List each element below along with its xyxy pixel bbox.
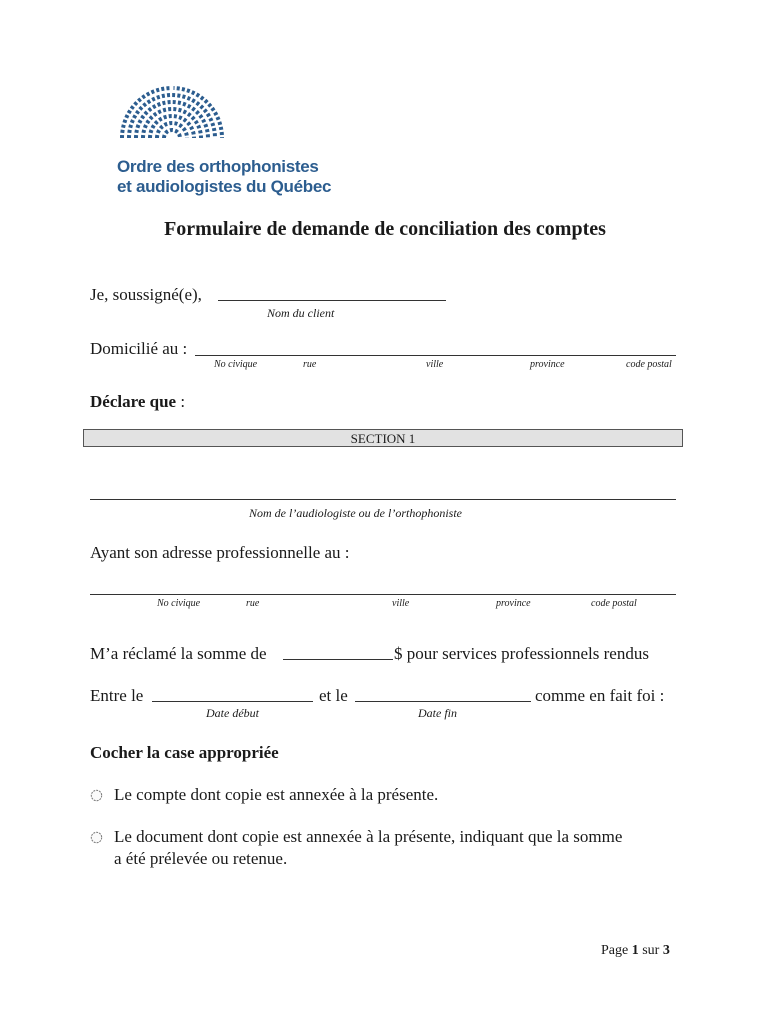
hint-no-civique: No civique [214,359,258,370]
pro-address-field[interactable] [90,594,676,595]
claim-prefix: M’a réclamé la somme de [90,644,267,663]
declare-label: Déclare que [90,392,177,411]
section-label: SECTION 1 [350,431,416,446]
amount-field[interactable] [283,659,393,660]
pro-hint-code-postal: code postal [591,598,637,609]
end-date-hint: Date fin [418,706,457,720]
option1-radio[interactable] [90,789,103,802]
start-date-hint: Date début [206,706,259,720]
page-total: 3 [662,943,670,958]
org-name-line1: Ordre des orthophonistes [117,157,319,176]
domicile-address-field[interactable] [195,355,676,356]
pro-hint-ville: ville [392,598,410,609]
claim-suffix: $ pour services professionnels rendus [394,644,649,663]
pro-address-label: Ayant son adresse professionnelle au : [90,543,350,562]
client-name-hint: Nom du client [267,306,335,320]
pro-hint-no-civique: No civique [157,598,201,609]
undersigned-label: Je, soussigné(e), [90,285,202,304]
option2-label-line2: a été prélevée ou retenue. [114,849,288,868]
between-label: Entre le [90,686,144,705]
org-name-line2: et audiologistes du Québec [117,177,332,196]
section-1-bar [83,429,683,447]
option1-label: Le compte dont copie est annexée à la présente. [114,785,439,804]
domicile-label: Domicilié au : [90,339,188,358]
checkbox-heading: Cocher la case appropriée [90,743,279,762]
page-indicator [601,943,670,959]
client-name-field[interactable] [218,300,446,301]
option2-label-line1: Le document dont copie est annexée à la présente, indiquant que la somme [114,827,623,846]
form-title: Formulaire de demande de conciliation des comptes [164,218,606,240]
pro-hint-province: province [496,598,531,609]
hint-code-postal: code postal [626,359,672,370]
page-current: 1 [631,943,639,958]
hint-ville: ville [426,359,444,370]
of-label: sur [642,943,660,958]
professional-name-hint: Nom de l’audiologiste ou de l’orthophoniste [249,506,462,520]
page-label: Page [601,943,629,958]
and-label: et le [319,686,348,705]
end-date-field[interactable] [355,701,531,702]
hint-province: province [530,359,565,370]
declare-heading [90,392,185,412]
start-date-field[interactable] [152,701,313,702]
professional-name-field[interactable] [90,499,676,500]
arc-hearing-logo-icon [112,66,232,142]
as-proof-label: comme en fait foi : [535,686,665,705]
hint-rue: rue [303,359,317,370]
pro-hint-rue: rue [246,598,260,609]
declare-colon: : [180,392,186,411]
option2-radio[interactable] [90,831,103,844]
